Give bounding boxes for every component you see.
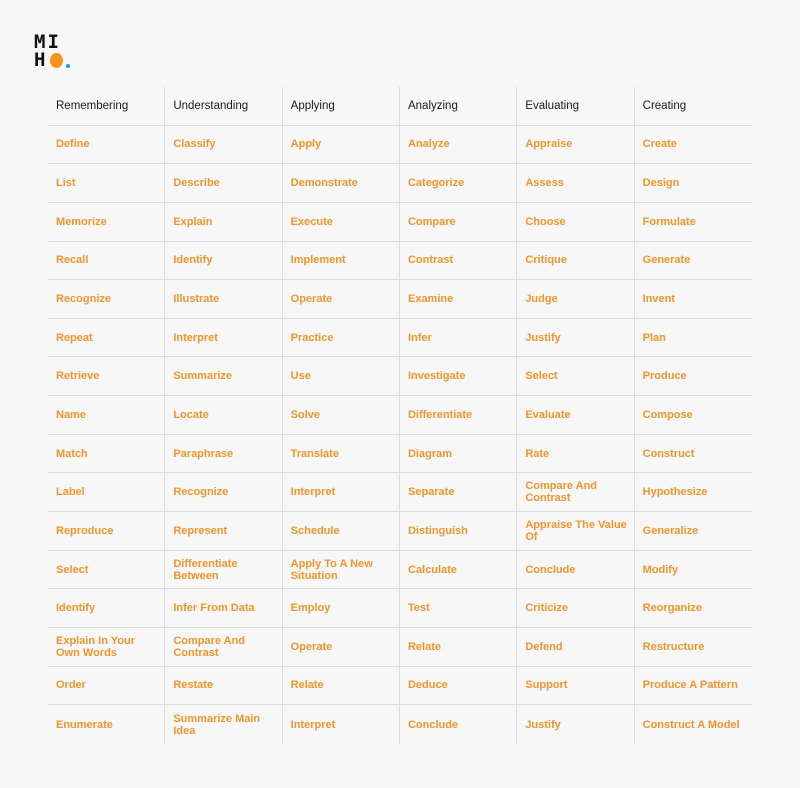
verb-cell: Modify: [635, 551, 752, 590]
verb-cell: List: [48, 164, 164, 203]
verb-cell: Order: [48, 667, 164, 706]
verb-cell: Relate: [283, 667, 399, 706]
verb-cell: Interpret: [165, 319, 281, 358]
table-column: [48, 87, 165, 744]
verb-cell: Generate: [635, 242, 752, 281]
verb-cell: Explain In Your Own Words: [48, 628, 164, 667]
verb-cell: Reorganize: [635, 589, 752, 628]
verb-cell: Compare And Contrast: [517, 473, 633, 512]
table-column: [165, 87, 282, 744]
verb-cell: Classify: [165, 126, 281, 165]
verb-cell: Schedule: [283, 512, 399, 551]
verb-cell: Reproduce: [48, 512, 164, 551]
verb-cell: Defend: [517, 628, 633, 667]
verb-cell: Compose: [635, 396, 752, 435]
verb-cell: Assess: [517, 164, 633, 203]
verb-cell: Distinguish: [400, 512, 516, 551]
verb-cell: Examine: [400, 280, 516, 319]
column-header: Understanding: [165, 87, 281, 126]
logo-line-2: [34, 51, 70, 69]
verb-cell: Plan: [635, 319, 752, 358]
verb-cell: Choose: [517, 203, 633, 242]
table-column: [517, 87, 634, 744]
verb-cell: Operate: [283, 628, 399, 667]
verb-cell: Enumerate: [56, 718, 113, 731]
verb-cell: Practice: [283, 319, 399, 358]
verb-cell: Construct: [635, 435, 752, 474]
verb-cell: Produce: [635, 357, 752, 396]
verb-cell: Select: [48, 551, 164, 590]
verb-cell: Contrast: [400, 242, 516, 281]
verb-cell: Deduce: [400, 667, 516, 706]
verb-cell: Compare: [400, 203, 516, 242]
verb-cell: Relate: [400, 628, 516, 667]
verb-cell: Investigate: [400, 357, 516, 396]
verb-cell: Analyze: [400, 126, 516, 165]
verb-cell: Label: [48, 473, 164, 512]
verb-cell: Separate: [400, 473, 516, 512]
verb-cell: Differentiate: [400, 396, 516, 435]
verb-cell: Summarize: [165, 357, 281, 396]
verb-cell: Create: [635, 126, 752, 165]
verb-cell: Operate: [283, 280, 399, 319]
verb-cell: Evaluate: [517, 396, 633, 435]
verb-cell: Solve: [283, 396, 399, 435]
verb-cell: Select: [517, 357, 633, 396]
verb-cell: Critique: [517, 242, 633, 281]
verb-cell: Design: [635, 164, 752, 203]
verb-cell: Construct A Model: [642, 718, 740, 731]
verb-cell: Apply: [283, 126, 399, 165]
verb-cell: Retrieve: [48, 357, 164, 396]
verb-cell: Support: [517, 667, 633, 706]
blooms-taxonomy-table: [48, 87, 752, 744]
verb-cell: Conclude: [407, 718, 459, 731]
logo-orange-circle: [50, 53, 63, 68]
verb-cell: Justify: [517, 319, 633, 358]
verb-cell: Justify: [525, 718, 561, 731]
verb-cell: Criticize: [517, 589, 633, 628]
verb-cell: Infer From Data: [165, 589, 281, 628]
verb-cell: Diagram: [400, 435, 516, 474]
column-header: Remembering: [48, 87, 164, 126]
verb-cell: Memorize: [48, 203, 164, 242]
verb-cell: Categorize: [400, 164, 516, 203]
verb-cell: Identify: [48, 589, 164, 628]
verb-cell: Execute: [283, 203, 399, 242]
verb-cell: Formulate: [635, 203, 752, 242]
verb-cell: Translate: [283, 435, 399, 474]
logo-blue-dot: [66, 64, 70, 68]
verb-cell: Conclude: [517, 551, 633, 590]
verb-cell: Illustrate: [165, 280, 281, 319]
verb-cell: Calculate: [400, 551, 516, 590]
verb-cell: Produce A Pattern: [635, 667, 752, 706]
logo-text-2: H: [34, 49, 48, 71]
verb-cell: Name: [48, 396, 164, 435]
column-header: Creating: [635, 87, 752, 126]
verb-cell: Appraise: [517, 126, 633, 165]
verb-cell: Test: [400, 589, 516, 628]
verb-cell: Explain: [165, 203, 281, 242]
logo-text-1: MI: [34, 31, 61, 53]
verb-cell: Recognize: [165, 473, 281, 512]
column-header: Applying: [283, 87, 399, 126]
verb-cell: Define: [48, 126, 164, 165]
verb-cell: Implement: [283, 242, 399, 281]
verb-cell: Restructure: [635, 628, 752, 667]
verb-cell: Judge: [517, 280, 633, 319]
verb-cell: Recognize: [48, 280, 164, 319]
verb-cell: Interpret: [283, 473, 399, 512]
verb-cell: Interpret: [290, 718, 336, 731]
column-header: Analyzing: [400, 87, 516, 126]
verb-cell: Repeat: [48, 319, 164, 358]
verb-cell: Match: [48, 435, 164, 474]
verb-cell: Locate: [165, 396, 281, 435]
verb-cell: Restate: [165, 667, 281, 706]
verb-cell: Represent: [165, 512, 281, 551]
verb-cell: Hypothesize: [635, 473, 752, 512]
verb-cell: Infer: [400, 319, 516, 358]
verb-cell: Demonstrate: [283, 164, 399, 203]
verb-cell: Describe: [165, 164, 281, 203]
verb-cell: Rate: [517, 435, 633, 474]
column-header: Evaluating: [517, 87, 633, 126]
verb-cell: Employ: [283, 589, 399, 628]
verb-cell: Use: [283, 357, 399, 396]
table-column: [283, 87, 400, 744]
verb-cell: Identify: [165, 242, 281, 281]
verb-cell: Invent: [635, 280, 752, 319]
verb-cell: Summarize Main Idea: [173, 712, 261, 737]
verb-cell: Recall: [48, 242, 164, 281]
verb-cell: Appraise The Value Of: [517, 512, 633, 551]
table-column: [635, 87, 752, 744]
verb-cell: Paraphrase: [165, 435, 281, 474]
table-column: [400, 87, 517, 744]
verb-cell: Apply To A New Situation: [283, 551, 399, 590]
verb-cell: Compare And Contrast: [165, 628, 281, 667]
verb-cell: Generalize: [635, 512, 752, 551]
miho-logo: [34, 33, 70, 69]
verb-cell: Differentiate Between: [165, 551, 281, 590]
